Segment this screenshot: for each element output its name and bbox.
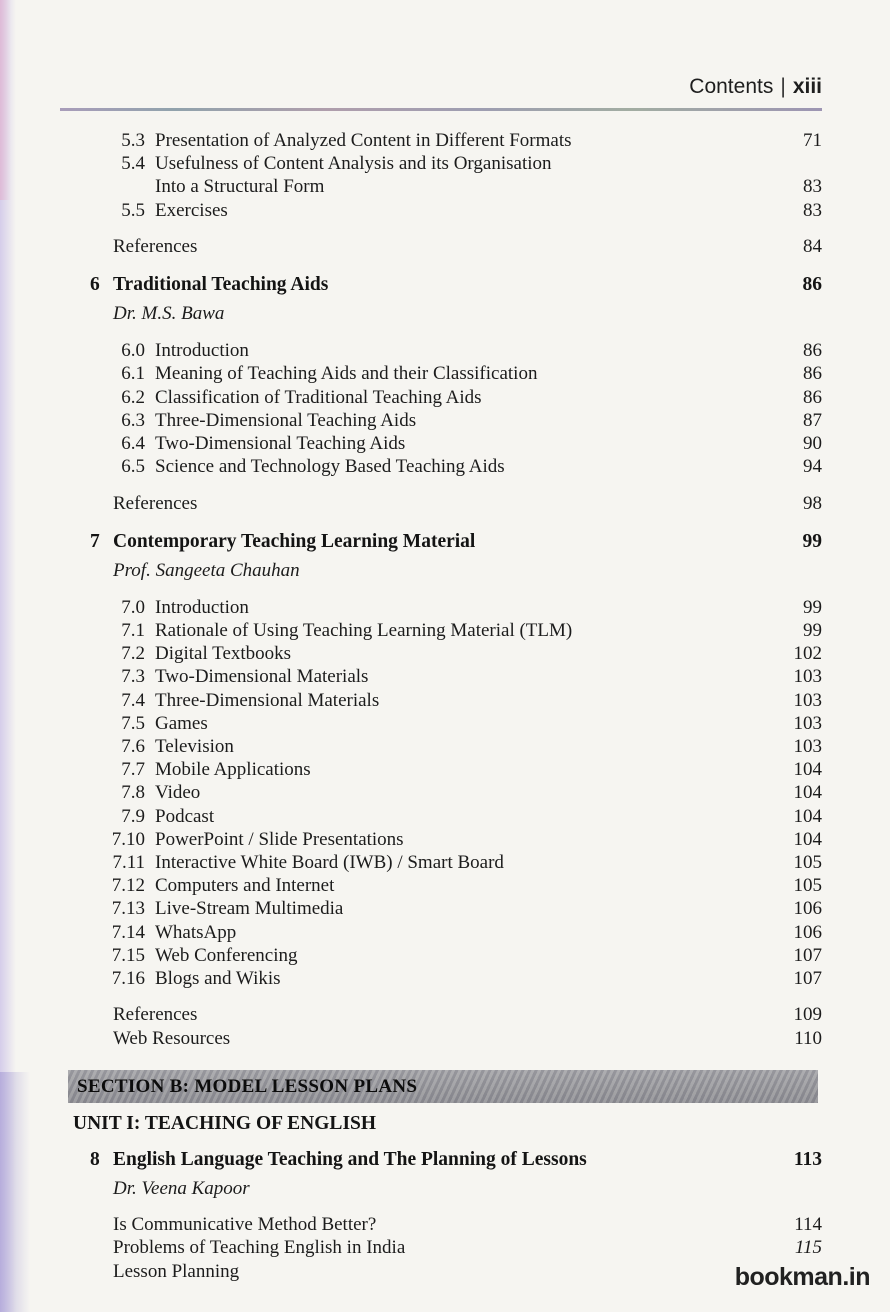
entry-label: Interactive White Board (IWB) / Smart Board xyxy=(155,852,504,874)
toc-subentry xyxy=(60,619,822,642)
entry-page: 102 xyxy=(793,643,822,665)
entry-label: Blogs and Wikis xyxy=(155,968,281,990)
toc-subentry xyxy=(60,781,822,804)
chapter-heading xyxy=(60,1148,822,1172)
entry-label: Live-Stream Multimedia xyxy=(155,898,344,920)
entry-label: Science and Technology Based Teaching Aids xyxy=(155,456,505,478)
entry-number: 7.16 xyxy=(111,968,145,990)
entry-label: Introduction xyxy=(155,340,249,362)
entry-label: Problems of Teaching English in India xyxy=(113,1237,406,1259)
entry-number: 7.9 xyxy=(121,805,145,827)
references-entry xyxy=(113,1003,822,1026)
entry-label: PowerPoint / Slide Presentations xyxy=(155,828,404,850)
entry-label: Three-Dimensional Materials xyxy=(155,689,380,711)
entry-page: 104 xyxy=(793,805,822,827)
toc-subentry xyxy=(60,944,822,967)
entry-number: 7.7 xyxy=(121,759,145,781)
entry-number: 7.13 xyxy=(111,898,145,920)
toc-subentry xyxy=(60,758,822,781)
entry-number: 6.4 xyxy=(121,433,145,455)
entry-number: 7.0 xyxy=(121,596,145,618)
header-rule xyxy=(60,108,822,111)
author-line: Dr. M.S. Bawa xyxy=(113,303,225,325)
entry-page: 90 xyxy=(803,433,822,455)
entry-page: 104 xyxy=(793,828,822,850)
toc-subentry xyxy=(60,199,822,222)
toc-subentry-continuation xyxy=(60,175,822,198)
entry-label: Two-Dimensional Materials xyxy=(155,666,369,688)
page-header xyxy=(60,74,822,100)
entry-number: 7.10 xyxy=(111,828,145,850)
chapter-page: 113 xyxy=(793,1148,822,1170)
toc-entry xyxy=(113,1213,822,1236)
author-line: Prof. Sangeeta Chauhan xyxy=(113,559,300,581)
entry-number: 7.12 xyxy=(111,875,145,897)
unit-heading: UNIT I: TEACHING OF ENGLISH xyxy=(73,1112,377,1134)
header-separator: | xyxy=(780,75,786,98)
chapter-page: 86 xyxy=(802,274,822,296)
entry-label: Rationale of Using Teaching Learning Material (TLM) xyxy=(155,620,573,642)
entry-page: 94 xyxy=(803,456,822,478)
chapter-number: 7 xyxy=(90,530,100,552)
toc-subentry xyxy=(60,596,822,619)
entry-page: 107 xyxy=(793,944,822,966)
header-title: Contents xyxy=(689,75,774,98)
entry-number: 7.2 xyxy=(121,643,145,665)
toc-subentry xyxy=(60,851,822,874)
toc-subentry xyxy=(60,432,822,455)
entry-label: Podcast xyxy=(155,805,215,827)
toc-subentry xyxy=(60,642,822,665)
toc-subentry xyxy=(60,152,822,175)
entry-page: 106 xyxy=(793,921,822,943)
entry-number: 7.1 xyxy=(121,620,145,642)
entry-page: 110 xyxy=(794,1027,822,1049)
entry-label: Classification of Traditional Teaching Aids xyxy=(155,386,482,408)
entry-number: 6.1 xyxy=(121,363,145,385)
entry-page: 105 xyxy=(793,852,822,874)
toc-subentry xyxy=(60,362,822,385)
entry-label: Is Communicative Method Better? xyxy=(113,1214,377,1236)
entry-page: 86 xyxy=(803,386,822,408)
toc-subentry xyxy=(60,712,822,735)
entry-page: 103 xyxy=(793,712,822,734)
entry-number: 7.11 xyxy=(112,852,145,874)
entry-number: 6.5 xyxy=(121,456,145,478)
toc-subentry xyxy=(60,455,822,478)
entry-label: References xyxy=(113,1004,198,1026)
references-entry xyxy=(113,1027,822,1050)
header-page-number: xiii xyxy=(792,75,822,98)
entry-label: Television xyxy=(155,736,234,758)
toc-subentry xyxy=(60,874,822,897)
page-content xyxy=(0,74,890,1283)
entry-number: 7.5 xyxy=(121,712,145,734)
bookman-watermark: bookman.in xyxy=(734,1263,870,1291)
toc-subentry xyxy=(60,735,822,758)
entry-number: 7.15 xyxy=(111,944,145,966)
toc-subentry xyxy=(60,689,822,712)
toc-subentry xyxy=(60,828,822,851)
entry-page: 99 xyxy=(803,620,822,642)
entry-page: 107 xyxy=(793,968,822,990)
entry-label: Meaning of Teaching Aids and their Classification xyxy=(155,363,538,385)
scan-edge-shadow-bottom xyxy=(0,1072,30,1312)
entry-label: Lesson Planning xyxy=(113,1260,240,1282)
entry-page: 104 xyxy=(793,782,822,804)
toc-entry xyxy=(113,1260,822,1283)
entry-label: WhatsApp xyxy=(155,921,237,943)
chapter-title: English Language Teaching and The Planning of Lessons xyxy=(113,1148,587,1170)
entry-label: Introduction xyxy=(155,596,249,618)
entry-page: 98 xyxy=(803,493,822,515)
entry-label: Web Conferencing xyxy=(155,944,298,966)
entry-number: 5.3 xyxy=(121,130,145,151)
author-line: Dr. Veena Kapoor xyxy=(113,1177,250,1199)
chapter-page: 99 xyxy=(802,530,822,552)
toc-subentry xyxy=(60,967,822,990)
entry-label: Digital Textbooks xyxy=(155,643,292,665)
entry-label: Games xyxy=(155,712,208,734)
entry-label: Presentation of Analyzed Content in Different Formats xyxy=(155,130,572,151)
entry-label: Video xyxy=(155,782,201,804)
chapter-title: Contemporary Teaching Learning Material xyxy=(113,530,476,552)
chapter-title: Traditional Teaching Aids xyxy=(113,274,329,296)
entry-page: 115 xyxy=(794,1237,822,1259)
toc-subentry xyxy=(60,805,822,828)
chapter-number: 8 xyxy=(90,1148,100,1170)
entry-page: 87 xyxy=(803,409,822,431)
toc-subentry xyxy=(60,409,822,432)
table-of-contents xyxy=(60,129,822,1283)
entry-page: 114 xyxy=(794,1214,822,1236)
entry-page: 84 xyxy=(803,235,822,257)
entry-number: 7.6 xyxy=(121,736,145,758)
entry-number: 6.2 xyxy=(121,386,145,408)
entry-label: Exercises xyxy=(155,199,228,221)
entry-label: References xyxy=(113,493,198,515)
entry-page: 104 xyxy=(793,759,822,781)
entry-label: Three-Dimensional Teaching Aids xyxy=(155,409,417,431)
entry-label: Into a Structural Form xyxy=(155,176,325,198)
section-banner xyxy=(68,1070,818,1103)
references-entry xyxy=(113,235,822,258)
entry-page: 106 xyxy=(793,898,822,920)
entry-number: 7.3 xyxy=(121,666,145,688)
section-banner-label: SECTION B: MODEL LESSON PLANS xyxy=(77,1075,418,1097)
toc-subentry xyxy=(60,129,822,152)
entry-number: 6.0 xyxy=(121,340,145,362)
entry-label: Usefulness of Content Analysis and its Organisation xyxy=(155,153,552,175)
toc-entry xyxy=(113,1236,822,1259)
scan-edge-shadow-top xyxy=(0,0,11,200)
entry-number: 7.14 xyxy=(111,921,145,943)
entry-page: 83 xyxy=(803,176,822,198)
chapter-heading xyxy=(60,273,822,297)
entry-page: 103 xyxy=(793,689,822,711)
entry-number: 6.3 xyxy=(121,409,145,431)
entry-number: 5.5 xyxy=(121,199,145,221)
entry-number: 5.4 xyxy=(121,153,145,175)
entry-label: Web Resources xyxy=(113,1027,231,1049)
entry-number: 7.8 xyxy=(121,782,145,804)
entry-page: 71 xyxy=(803,130,822,151)
entry-page: 103 xyxy=(793,736,822,758)
entry-page: 86 xyxy=(803,363,822,385)
entry-page: 83 xyxy=(803,199,822,221)
entry-label: References xyxy=(113,235,198,257)
entry-page: 99 xyxy=(803,596,822,618)
toc-subentry xyxy=(60,921,822,944)
entry-page: 86 xyxy=(803,340,822,362)
entry-number: 7.4 xyxy=(121,689,145,711)
entry-page: 103 xyxy=(793,666,822,688)
toc-subentry xyxy=(60,665,822,688)
entry-label: Mobile Applications xyxy=(155,759,311,781)
entry-label: Computers and Internet xyxy=(155,875,335,897)
entry-label: Two-Dimensional Teaching Aids xyxy=(155,433,406,455)
toc-subentry xyxy=(60,386,822,409)
toc-subentry xyxy=(60,339,822,362)
chapter-heading xyxy=(60,530,822,554)
references-entry xyxy=(113,492,822,515)
chapter-number: 6 xyxy=(90,274,100,296)
entry-page: 105 xyxy=(793,875,822,897)
toc-subentry xyxy=(60,897,822,920)
entry-page: 109 xyxy=(793,1004,822,1026)
